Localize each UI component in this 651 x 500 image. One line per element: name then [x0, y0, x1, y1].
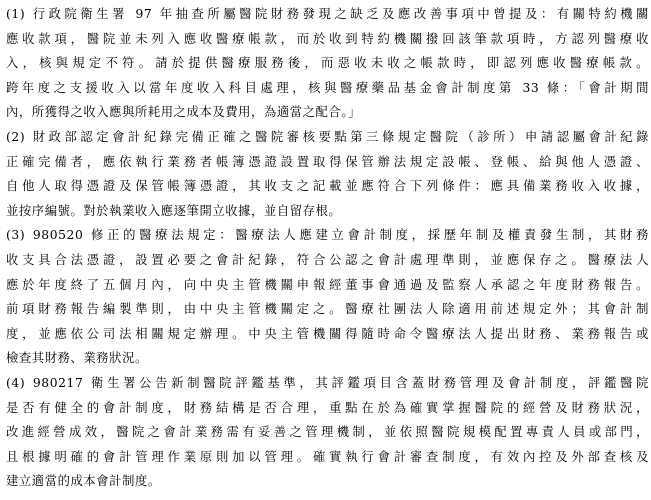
paragraph-4 [6, 371, 649, 494]
paragraph-line: 應收款項，醫院並未列入應收醫療帳款，而於收到特約機關撥回該筆款項時，方認列醫療收 [6, 31, 649, 46]
paragraph-3 [6, 223, 649, 371]
paragraph-line: 並按序編號。對於執業收入應逐筆開立收據，並自留存根。 [6, 203, 342, 218]
paragraph-line: 是否有健全的會計制度，財務結構是否合理，重點在於為確實掌握醫院的經營及財務狀況， [6, 400, 649, 415]
paragraph-line: 跨年度之支援收入以當年度收入科目處理，核與醫療藥品基金會計制度第 33 條：「會計期間 [6, 80, 649, 95]
paragraph-line: 改進經營成效，醫院之會計業務需有妥善之管理機制，並依照醫院規模配置專責人員或部門， [6, 425, 649, 440]
document-body [6, 2, 649, 494]
paragraph-line: 自他人取得憑證及保管帳簿憑證，其收支之記載並應符合下列條件：應具備業務收入收據， [6, 179, 649, 194]
paragraph-line: 且根據明確的會計管理作業原則加以管理。確實執行會計審查制度，有效內控及外部查核及 [6, 449, 649, 464]
paragraph-line: 正確完備者，應依執行業務者帳簿憑證設置取得保管辦法規定設帳、登帳、給與他人憑證、 [6, 154, 649, 169]
paragraph-line: (4) 980217 衛生署公告新制醫院評鑑基準，其評鑑項目含蓋財務管理及會計制度，評鑑醫院 [6, 375, 649, 390]
paragraph-line: 應於年度終了五個月內，向中央主管機關申報經董事會通過及監察人承認之年度財務報告。 [6, 277, 649, 292]
paragraph-line: 檢查其財務、業務狀況。 [6, 351, 148, 366]
paragraph-line: 入，核與規定不符。請於提供醫療服務後，而惡收未收之帳款時，即認列應收醫療帳款。 [6, 56, 649, 71]
paragraph-line: (3) 980520 修正的醫療法規定：醫療法人應建立會計制度，採歷年制及權責發生制，其財務 [6, 228, 649, 243]
paragraph-line: 前項財務報告編製準則，由中央主管機關定之。醫療社團法人除適用前述規定外；其會計制 [6, 302, 649, 317]
paragraph-line: 度，並應依公司法相關規定辦理。中央主管機關得隨時命令醫療法人提出財務、業務報告或 [6, 326, 649, 341]
paragraph-line: 建立適當的成本會計制度。 [6, 474, 161, 489]
paragraph-line: 收支具合法憑證，設置必要之會計紀錄，符合公認之會計處理準則，並應保存之。醫療法人 [6, 252, 649, 267]
paragraph-line: (2) 財政部認定會計紀錄完備正確之醫院審核要點第三條規定醫院（診所）申請認屬會計紀錄 [6, 129, 649, 144]
paragraph-1 [6, 2, 649, 125]
paragraph-2 [6, 125, 649, 223]
paragraph-line: (1) 行政院衛生署 97 年抽查所屬醫院財務發現之缺乏及應改善事項中曾提及：有關特約機關 [6, 7, 649, 21]
paragraph-line: 內，所獲得之收入應與所耗用之成本及費用，為適當之配合。」 [6, 105, 361, 120]
